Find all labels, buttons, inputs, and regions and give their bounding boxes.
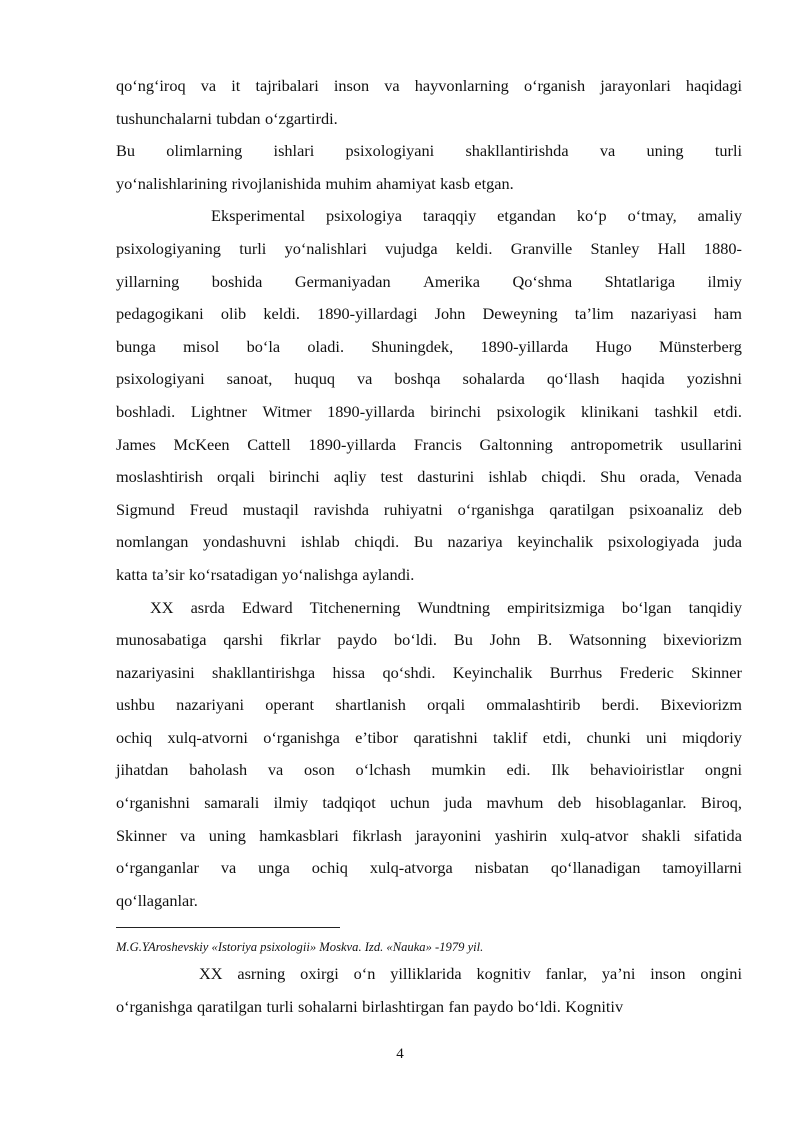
word: va bbox=[220, 858, 237, 878]
word: psixologiyada bbox=[607, 532, 700, 552]
word: mustaqil bbox=[242, 499, 299, 519]
word: aqliy bbox=[333, 467, 367, 487]
word: yashirin bbox=[494, 825, 548, 845]
word: oson bbox=[304, 760, 335, 780]
word: Galtonning bbox=[479, 434, 553, 454]
word: ravishda bbox=[313, 499, 369, 519]
word: bixeviorizm bbox=[663, 630, 742, 650]
word: James bbox=[116, 434, 156, 454]
word: orada, bbox=[639, 467, 680, 487]
text-line bbox=[116, 429, 742, 462]
word: asrda bbox=[190, 597, 225, 617]
word: mumkin bbox=[431, 760, 486, 780]
word: haqidagi bbox=[685, 76, 742, 95]
word: nazariya bbox=[447, 532, 503, 552]
word: tajribalari bbox=[255, 76, 319, 95]
word: bo‘lgan bbox=[621, 597, 672, 617]
word: psixologiya bbox=[325, 206, 402, 226]
word: sohalarni bbox=[297, 997, 358, 1017]
word: Witmer bbox=[262, 401, 312, 421]
text-line bbox=[116, 363, 742, 396]
word: Cattell bbox=[247, 434, 291, 454]
text-line bbox=[116, 689, 742, 722]
text-line bbox=[116, 722, 742, 755]
word: qo‘llanadigan bbox=[550, 858, 641, 878]
continued-text bbox=[116, 958, 742, 1023]
word: ushbu bbox=[116, 695, 155, 715]
word: klinikani bbox=[580, 401, 639, 421]
word: fikrlar bbox=[279, 630, 321, 650]
word: yondashuvni bbox=[203, 532, 287, 552]
word: xulq-atvorga bbox=[369, 858, 453, 878]
word: Eksperimental bbox=[211, 206, 306, 226]
word: tadqiqot bbox=[322, 793, 376, 813]
word: kognitiv bbox=[476, 964, 531, 984]
word: tushunchalarni bbox=[116, 108, 212, 128]
word: va bbox=[200, 76, 217, 95]
word: yo‘nalishga bbox=[281, 564, 358, 584]
word: 1880- bbox=[703, 238, 742, 258]
word: muhim bbox=[325, 173, 372, 193]
word: ilmiy bbox=[273, 793, 309, 813]
word: o‘zgartirdi. bbox=[264, 108, 338, 128]
word: paydo bbox=[473, 997, 514, 1017]
word: Ilk bbox=[551, 760, 570, 780]
word: ongni bbox=[704, 760, 742, 780]
word: bo‘la bbox=[246, 336, 281, 356]
word: Hugo bbox=[595, 336, 632, 356]
word: hamkasblari bbox=[259, 825, 339, 845]
word: Biroq, bbox=[700, 793, 742, 813]
word: bo‘ldi. bbox=[517, 997, 561, 1017]
word: ya’ni bbox=[601, 964, 636, 984]
word: qaratilgan bbox=[196, 997, 263, 1017]
word: yo‘nalishlari bbox=[284, 238, 367, 258]
word: o‘rganishga bbox=[457, 499, 535, 519]
word: qo‘shdi. bbox=[382, 662, 436, 682]
word: qo‘ng‘iroq bbox=[116, 76, 186, 95]
page-body bbox=[116, 70, 742, 1024]
word: o‘n bbox=[353, 964, 376, 984]
word: deb bbox=[557, 793, 582, 813]
word: etgan. bbox=[474, 173, 514, 193]
word: Bu bbox=[413, 532, 433, 552]
word: Münsterberg bbox=[659, 336, 742, 356]
word: fikrlash bbox=[352, 825, 402, 845]
word: hayvonlarning bbox=[414, 76, 509, 95]
word: 1890-yillarda bbox=[308, 434, 397, 454]
word: fanlar, bbox=[545, 964, 588, 984]
text-line bbox=[116, 991, 742, 1024]
word: psixologiyaning bbox=[116, 238, 221, 258]
word: antropometrik bbox=[570, 434, 663, 454]
word: tashkil bbox=[654, 401, 698, 421]
word: qaratilgan bbox=[549, 499, 615, 519]
word: uchun bbox=[390, 793, 430, 813]
word: ilmiy bbox=[707, 271, 742, 291]
word: sohalarda bbox=[462, 369, 525, 389]
word: inson bbox=[650, 964, 686, 984]
word: boshqa bbox=[394, 369, 441, 389]
word: nomlangan bbox=[116, 532, 189, 552]
word: ommalashtirib bbox=[486, 695, 581, 715]
paragraph bbox=[116, 200, 742, 591]
word: tubdan bbox=[216, 108, 261, 128]
word: xulq-atvor bbox=[560, 825, 629, 845]
word: qo‘llash bbox=[546, 369, 600, 389]
word: 1890-yillardagi bbox=[317, 304, 418, 324]
text-line bbox=[116, 298, 742, 331]
word: o‘lchash bbox=[355, 760, 411, 780]
text-line bbox=[116, 396, 742, 429]
word: XX bbox=[150, 597, 174, 617]
word: birinchi bbox=[269, 467, 320, 487]
word: berdi. bbox=[601, 695, 640, 715]
word: Bu bbox=[116, 141, 136, 161]
word: kasb bbox=[440, 173, 470, 193]
footnote-separator bbox=[116, 927, 340, 928]
word: ishlari bbox=[273, 141, 315, 161]
word: Hall bbox=[657, 238, 686, 258]
word: qaratishni bbox=[413, 727, 478, 747]
word: taklif bbox=[493, 727, 528, 747]
word: rivojlanishida bbox=[231, 173, 322, 193]
word: ko‘p bbox=[576, 206, 607, 226]
word: Lightner bbox=[190, 401, 247, 421]
text-line bbox=[116, 787, 742, 820]
text-line bbox=[116, 852, 742, 885]
text-line bbox=[116, 592, 742, 625]
word: inson bbox=[333, 76, 370, 95]
word: Venada bbox=[693, 467, 742, 487]
word: huquq bbox=[294, 369, 336, 389]
word: Stanley bbox=[590, 238, 640, 258]
word: Deweyning bbox=[482, 304, 558, 324]
word: deb bbox=[718, 499, 742, 519]
word: turli bbox=[714, 141, 742, 161]
word: shakllantirishda bbox=[465, 141, 569, 161]
word: o‘rganganlar bbox=[116, 858, 199, 878]
word: operant bbox=[265, 695, 315, 715]
word: va bbox=[180, 825, 196, 845]
word: psixologiyani bbox=[116, 369, 205, 389]
word: boshladi. bbox=[116, 401, 176, 421]
word: sifatida bbox=[694, 825, 742, 845]
text-line bbox=[116, 233, 742, 266]
word: psixoanaliz bbox=[629, 499, 704, 519]
word: uni bbox=[646, 727, 667, 747]
text-line bbox=[116, 958, 742, 991]
word: nazariyasi bbox=[630, 304, 697, 324]
body-text bbox=[116, 70, 742, 917]
text-line bbox=[116, 135, 742, 168]
word: etgandan bbox=[497, 206, 556, 226]
word: nazariyani bbox=[176, 695, 244, 715]
text-line bbox=[116, 168, 742, 201]
word: jarayonlari bbox=[600, 76, 671, 95]
word: uning bbox=[646, 141, 684, 161]
word: uning bbox=[208, 825, 246, 845]
word: ishlab bbox=[300, 532, 340, 552]
word: shartlanish bbox=[335, 695, 406, 715]
text-line bbox=[116, 266, 742, 299]
text-line bbox=[116, 70, 742, 103]
word: yozishni bbox=[686, 369, 742, 389]
word: empiritsizmiga bbox=[507, 597, 605, 617]
word: Amerika bbox=[423, 271, 481, 291]
word: ruhiyatni bbox=[383, 499, 443, 519]
word: vujudga bbox=[385, 238, 438, 258]
word: paydo bbox=[337, 630, 378, 650]
word: va bbox=[357, 369, 373, 389]
word: chiqdi. bbox=[354, 532, 400, 552]
word: Frederic bbox=[619, 662, 674, 682]
word: Skinner bbox=[116, 825, 167, 845]
paragraph bbox=[116, 592, 742, 918]
word: pedagogikani bbox=[116, 304, 204, 324]
word: shakli bbox=[641, 825, 681, 845]
paragraph bbox=[116, 958, 742, 1023]
word: juda bbox=[713, 532, 742, 552]
word: 1890-yillarda bbox=[327, 401, 415, 421]
word: Granville bbox=[510, 238, 573, 258]
word: usullarini bbox=[680, 434, 742, 454]
word: yo‘nalishlarining bbox=[116, 173, 228, 193]
word: edi. bbox=[506, 760, 531, 780]
word: va bbox=[599, 141, 616, 161]
word: unga bbox=[258, 858, 290, 878]
word: Shtatlariga bbox=[604, 271, 676, 291]
paragraph bbox=[116, 70, 742, 135]
word: Edward bbox=[241, 597, 293, 617]
word: katta bbox=[116, 564, 148, 584]
word: munosabatiga bbox=[116, 630, 207, 650]
word: bunga bbox=[116, 336, 156, 356]
text-line bbox=[116, 494, 742, 527]
word: turli bbox=[266, 997, 294, 1017]
text-line bbox=[116, 754, 742, 787]
word: Shuningdek, bbox=[371, 336, 454, 356]
word: yilliklarida bbox=[390, 964, 462, 984]
word: Skinner bbox=[691, 662, 742, 682]
word: samarali bbox=[204, 793, 260, 813]
word: aylandi. bbox=[362, 564, 415, 584]
word: psixologiyani bbox=[345, 141, 435, 161]
word: hissa bbox=[332, 662, 366, 682]
word: Bu bbox=[453, 630, 473, 650]
word: oxirgi bbox=[300, 964, 339, 984]
text-line bbox=[116, 526, 742, 559]
word: birlashtirgan bbox=[362, 997, 445, 1017]
word: ochiq bbox=[116, 727, 153, 747]
page-number: 4 bbox=[396, 1046, 404, 1062]
word: it bbox=[231, 76, 241, 95]
word: e’tibor bbox=[355, 727, 399, 747]
word: Titchenerning bbox=[309, 597, 401, 617]
word: sanoat, bbox=[226, 369, 273, 389]
word: haqida bbox=[621, 369, 665, 389]
word: orqali bbox=[427, 695, 466, 715]
word: etdi. bbox=[713, 401, 742, 421]
word: o‘rganish bbox=[523, 76, 586, 95]
word: McKeen bbox=[173, 434, 230, 454]
text-line bbox=[116, 331, 742, 364]
word: Sigmund bbox=[116, 499, 175, 519]
footnote: M.G.YAroshevskiy «Istoriya psixologii» Moskva. Izd. «Nauka» -1979 yil. bbox=[116, 940, 484, 955]
word: jihatdan bbox=[116, 760, 169, 780]
word: John bbox=[434, 304, 466, 324]
word: Freud bbox=[189, 499, 228, 519]
word: moslashtirish bbox=[116, 467, 203, 487]
word: Watsonning bbox=[569, 630, 647, 650]
word: ongini bbox=[700, 964, 742, 984]
text-line bbox=[116, 461, 742, 494]
text-line bbox=[116, 657, 742, 690]
word: behavioiristlar bbox=[590, 760, 685, 780]
word: Qo‘shma bbox=[512, 271, 573, 291]
word: taraqqiy bbox=[422, 206, 477, 226]
text-line bbox=[116, 559, 742, 592]
word: etdi, bbox=[542, 727, 572, 747]
word: bo‘ldi. bbox=[394, 630, 437, 650]
word: miqdoriy bbox=[682, 727, 742, 747]
paragraph bbox=[116, 135, 742, 200]
text-line bbox=[116, 885, 742, 918]
word: Keyinchalik bbox=[452, 662, 533, 682]
word: yillarning bbox=[116, 271, 180, 291]
word: Francis bbox=[413, 434, 462, 454]
word: baholash bbox=[189, 760, 248, 780]
word: va bbox=[384, 76, 400, 95]
word: ham bbox=[713, 304, 742, 324]
word: qo‘llaganlar. bbox=[116, 890, 198, 910]
word: Germaniyadan bbox=[294, 271, 391, 291]
word: tanqidiy bbox=[688, 597, 742, 617]
word: keldi. bbox=[263, 304, 300, 324]
text-line bbox=[116, 624, 742, 657]
word: jarayonini bbox=[415, 825, 482, 845]
text-line bbox=[116, 103, 742, 136]
word: hisoblaganlar. bbox=[595, 793, 687, 813]
word: keyinchalik bbox=[517, 532, 594, 552]
word: o‘rganishga bbox=[116, 997, 193, 1017]
word: test bbox=[380, 467, 404, 487]
word: XX bbox=[199, 964, 223, 984]
word: o‘tmay, bbox=[627, 206, 677, 226]
word: qarshi bbox=[223, 630, 264, 650]
word: Bixeviorizm bbox=[660, 695, 742, 715]
word: boshida bbox=[211, 271, 263, 291]
word: tamoyillarni bbox=[662, 858, 742, 878]
word: ko‘rsatadigan bbox=[188, 564, 278, 584]
word: o‘rganishni bbox=[116, 793, 190, 813]
word: orqali bbox=[216, 467, 255, 487]
word: Wundtning bbox=[417, 597, 491, 617]
word: 1890-yillarda bbox=[480, 336, 569, 356]
word: shakllantirishga bbox=[212, 662, 316, 682]
word: ochiq bbox=[311, 858, 348, 878]
word: dasturini bbox=[417, 467, 475, 487]
word: Kognitiv bbox=[565, 997, 624, 1017]
word: ahamiyat bbox=[376, 173, 436, 193]
word: chunki bbox=[586, 727, 631, 747]
word: xulq-atvorni bbox=[167, 727, 248, 747]
word: fan bbox=[448, 997, 470, 1017]
word: va bbox=[267, 760, 284, 780]
word: misol bbox=[183, 336, 220, 356]
word: keldi. bbox=[455, 238, 493, 258]
word: chiqdi. bbox=[541, 467, 587, 487]
word: oladi. bbox=[307, 336, 345, 356]
word: Burrhus bbox=[549, 662, 603, 682]
text-line bbox=[116, 820, 742, 853]
word: o‘rganishga bbox=[263, 727, 340, 747]
word: ishlab bbox=[488, 467, 528, 487]
word: birinchi bbox=[430, 401, 482, 421]
word: ta’lim bbox=[574, 304, 614, 324]
word: nazariyasini bbox=[116, 662, 195, 682]
word: Shu bbox=[600, 467, 626, 487]
word: B. bbox=[537, 630, 553, 650]
text-line bbox=[116, 200, 742, 233]
word: ta’sir bbox=[152, 564, 185, 584]
word: mavhum bbox=[486, 793, 544, 813]
word: olib bbox=[220, 304, 247, 324]
word: amaliy bbox=[697, 206, 742, 226]
word: nisbatan bbox=[474, 858, 529, 878]
word: psixologik bbox=[496, 401, 566, 421]
word: asrning bbox=[237, 964, 286, 984]
word: olimlarning bbox=[166, 141, 243, 161]
word: turli bbox=[239, 238, 267, 258]
word: juda bbox=[444, 793, 473, 813]
word: John bbox=[489, 630, 521, 650]
